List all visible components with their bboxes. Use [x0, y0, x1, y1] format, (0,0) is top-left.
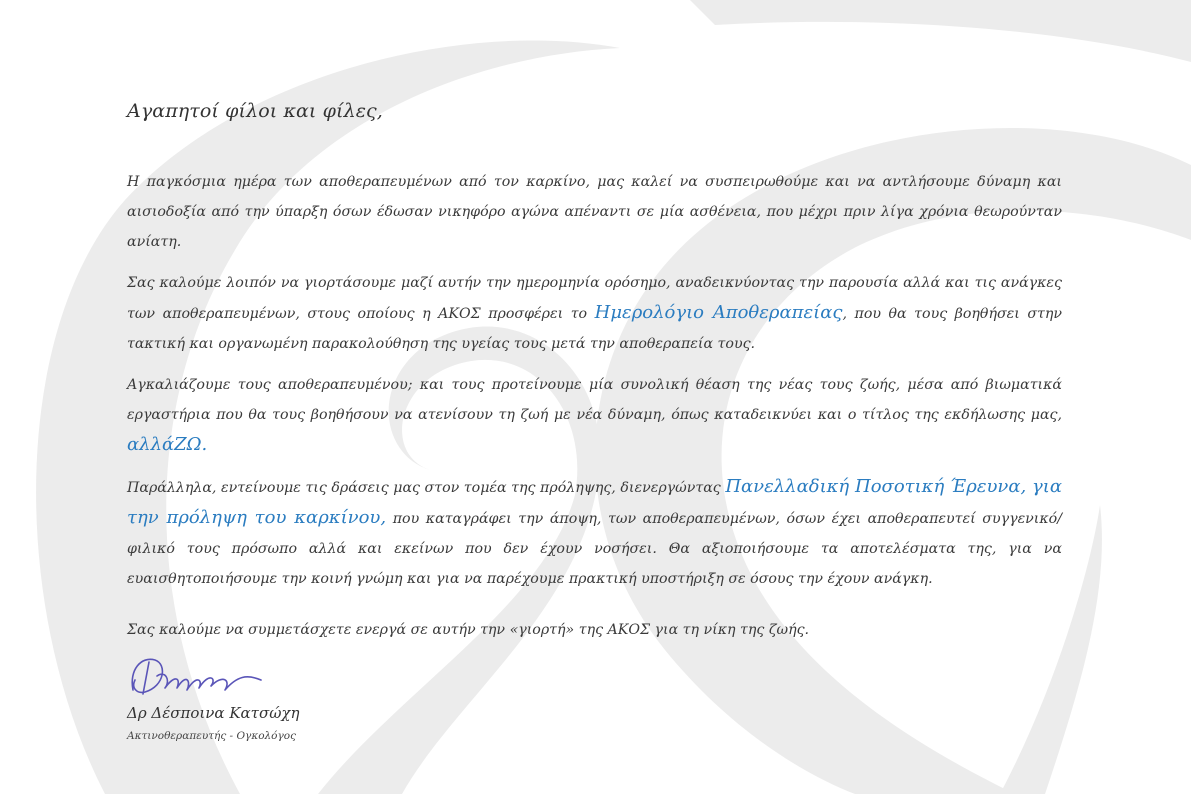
letter-body [127, 100, 1062, 742]
paragraph-4-text-b: που καταγράφει την άποψη, των αποθεραπευμένων, όσων έχει αποθεραπευτεί συγγενικό/φιλικό τους πρόσωπο αλλά και εκείνων που δεν έχουν νοσήσει. Θα αξιοποιήσουμε τα αποτελέσματα της, για να ευαισθητοποιήσουμε την κοινή γνώμη και για να παρέχουμε πρακτική υποστήριξη σε όσους την έχουν ανάγκη. [127, 511, 1062, 587]
highlight-event-title: αλλάΖΩ. [127, 434, 208, 455]
paragraph-2-text-b: , που θα τους βοηθήσει στην τακτική και οργανωμένη παρακολούθηση της υγείας τους μετά την αποθεραπεία τους. [127, 306, 1063, 352]
signer-name: Δρ Δέσποινα Κατσώχη [127, 704, 300, 722]
signer-title: Ακτινοθεραπευτής - Ογκολόγος [127, 730, 296, 742]
highlight-recovery-diary: Ημερολόγιο Αποθεραπείας [594, 302, 843, 323]
letter-greeting: Αγαπητοί φίλοι και φίλες, [127, 100, 383, 122]
paragraph-4 [127, 472, 1062, 594]
signature-block [127, 650, 1062, 700]
paragraph-4-text-a: Παράλληλα, εντείνουμε τις δράσεις μας στον τομέα της πρόληψης, διενεργώντας [127, 480, 726, 496]
paragraph-1-text: Η παγκόσμια ημέρα των αποθεραπευμένων από τον καρκίνο, μας καλεί να συσπειρωθούμε και να αντλήσουμε δύναμη και αισιοδοξία από την ύπαρξη όσων έδωσαν νικηφόρο αγώνα απέναντι σε μία ασθένεια, που μέχρι πριν λίγα χρόνια θεωρούνταν ανίατη. [127, 174, 1062, 250]
paragraph-2 [127, 268, 1062, 359]
paragraph-2-text-a: Σας καλούμε λοιπόν να γιορτάσουμε μαζί αυτήν την ημερομηνία ορόσημο, αναδεικνύοντας την παρουσία αλλά και τις ανάγκες των αποθεραπευμένων, στους οποίους η ΑΚΟΣ προσφέρει το [127, 275, 1062, 322]
paragraph-1 [127, 167, 1062, 257]
handwritten-signature [127, 650, 267, 700]
top-right-swirl-band [690, 0, 1191, 62]
highlight-survey: Πανελλαδική Ποσοτική Έρευνα, για την πρόληψη του καρκίνου, [127, 476, 1062, 528]
paragraph-3 [127, 370, 1062, 461]
closing-line: Σας καλούμε να συμμετάσχετε ενεργά σε αυτήν την «γιορτή» της ΑΚΟΣ για τη νίκη της ζωής. [127, 622, 810, 638]
paragraph-3-text-a: Αγκαλιάζουμε τους αποθεραπευμένου; και τους προτείνουμε μία συνολική θέαση της νέας τους ζωής, μέσα από βιωματικά εργαστήρια που θα τους βοηθήσουν να ατενίσουν τη ζωή με νέα δύναμη, όπως καταδεικνύει και ο τίτλος της εκδήλωσης μας, [127, 377, 1062, 423]
